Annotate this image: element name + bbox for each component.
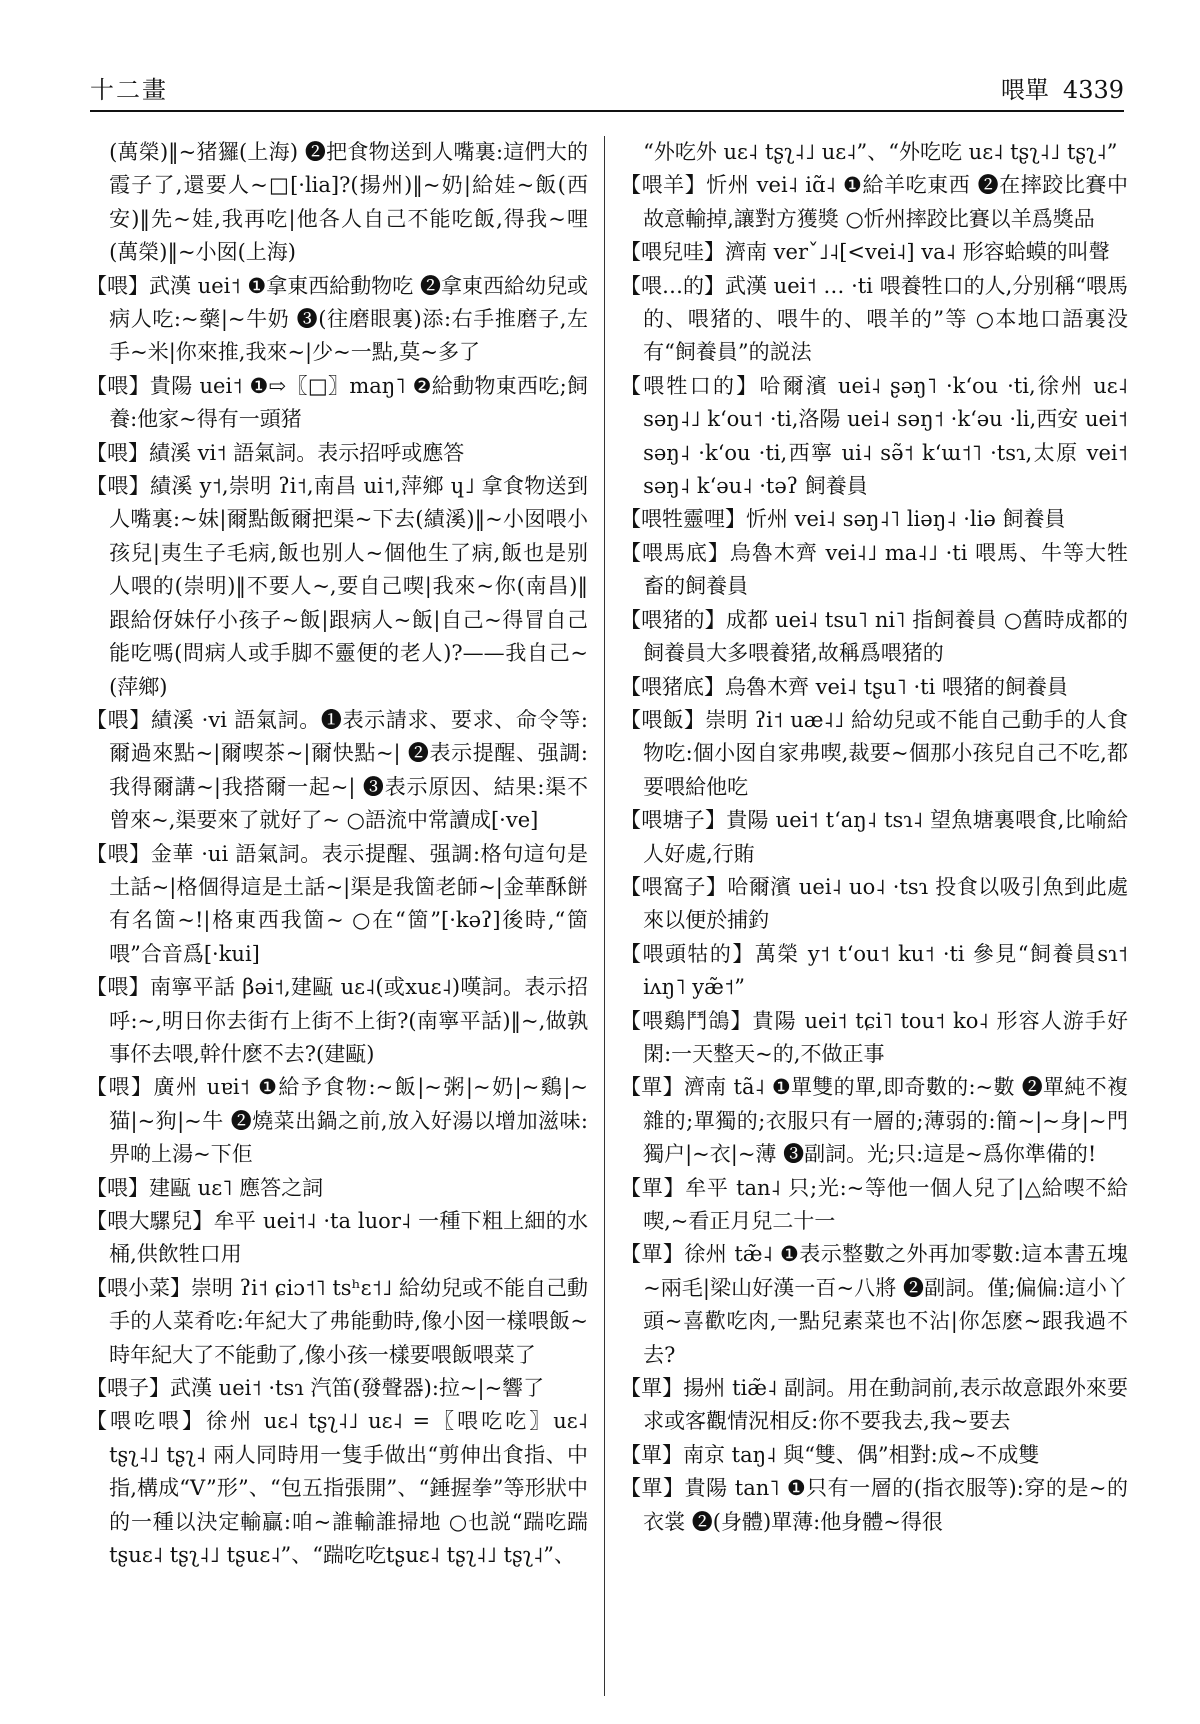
dictionary-entry: 【喂…的】武漢 uei˦ … ·ti 喂養牲口的人,分别稱“喂馬的、喂猪的、喂牛的、喂羊的”等 ○本地口語裏没有“飼養員”的説法 [620, 273, 1128, 365]
dictionary-entry: 【單】貴陽 tan˥ ❶只有一層的(指衣服等):穿的是~的衣裳 ❷(身體)單薄:他身體~得很 [620, 1476, 1128, 1534]
dictionary-entry: 【喂】績溪 ·vi 語氣詞。❶表示請求、要求、命令等:爾過來點~|爾喫茶~|爾快點~| ❷表示提醒、强調:我得爾講~|我搭爾一起~| ❸表示原因、結果:渠不曾來~,渠要來了就好了~ ○語流中常讀成[·ve] [86, 707, 588, 833]
dictionary-entry: 【喂大騾兒】牟平 uei˦˨ ·ta luor˨ 一種下粗上細的水桶,供飲牲口用 [86, 1209, 588, 1267]
dictionary-entry: 【喂兒哇】濟南 verˇ˩˨[<vei˨] va˨ 形容蛤蟆的叫聲 [620, 240, 1110, 265]
dictionary-entry: 【喂】南寧平話 βəi˦,建甌 uɛ˨(或xuɛ˨)嘆詞。表示招呼:~,明日你去街冇上街不上街?(南寧平話)‖~,做孰事伓去喂,幹什麽不去?(建甌) [86, 975, 588, 1066]
headwords: 喂單 [1000, 76, 1049, 104]
dictionary-entry: 【喂】廣州 uɐi˦ ❶給予食物:~飯|~粥|~奶|~鷄|~猫|~狗|~牛 ❷燒菜出鍋之前,放入好湯以增加滋味:畀啲上湯~下佢 [86, 1075, 588, 1167]
dictionary-entry: 【喂頭牯的】萬榮 y˦ tʻou˦ ku˦ ·ti 參見“飼養員sɿ˦ iʌŋ˥ yæ̃˦” [620, 941, 1128, 1000]
page-headwords [987, 70, 1124, 105]
dictionary-entry: 【單】揚州 tiæ̃˨ 副詞。用在動詞前,表示故意跟外來要求或客觀情況相反:你不要我去,我~要去 [620, 1376, 1128, 1434]
dictionary-entry: 【單】牟平 tan˨ 只;光:~等他一個人兒了|△給喫不給喫,~看正月兒二十一 [620, 1175, 1128, 1233]
dictionary-entry: (萬榮)‖~猪玀(上海) ❷把食物送到人嘴裏:這們大的霞子了,還要人~□[·lia]?(揚州)‖~奶|給娃~飯(西安)‖先~娃,我再吃|他各人自己不能吃飯,得我~哩(萬榮)‖~小囡(上海) [109, 140, 588, 265]
dictionary-entry: 【喂鷄鬥鴿】貴陽 uei˦ tɕi˥ tou˦ ko˨ 形容人游手好閑:一天整天~的,不做正事 [620, 1008, 1128, 1066]
dictionary-entry: 【喂子】武漢 uei˦ ·tsɿ 汽笛(發聲器):拉~|~響了 [86, 1376, 545, 1401]
header-rule [90, 110, 1124, 112]
dictionary-entry: 【喂小菜】崇明 ʔi˦ ɕiɔ˦˥ tsʰɛ˦˩ 給幼兒或不能自己動手的人菜肴吃:年紀大了弗能動時,像小囡一樣喂飯~時年紀大了不能動了,像小孩一樣要喂飯喂菜了 [86, 1275, 588, 1367]
left-column [86, 136, 588, 1572]
dictionary-entry: 【喂羊】忻州 vei˨ iɑ̃˨ ❶給羊吃東西 ❷在摔跤比賽中故意輸掉,讓對方獲獎 ○忻州摔跤比賽以羊爲獎品 [620, 173, 1128, 231]
section-label: 十二畫 [90, 76, 168, 104]
page-number: 4339 [1062, 76, 1124, 104]
dictionary-entry: 【喂】建甌 uɛ˥ 應答之詞 [86, 1175, 324, 1200]
dictionary-entry: 【單】南京 taŋ˨ 與“雙、偶”相對:成~不成雙 [620, 1442, 1040, 1467]
dictionary-entry: 【喂牲靈哩】忻州 vei˨ səŋ˨˥ liəŋ˨ ·liə 飼養員 [620, 507, 1066, 532]
dictionary-entry: 【喂猪底】烏魯木齊 vei˨ tʂu˥ ·ti 喂猪的飼養員 [620, 674, 1068, 699]
dictionary-entry: 【喂】武漢 uei˦ ❶拿東西給動物吃 ❷拿東西給幼兒或病人吃:~藥|~牛奶 ❸(往磨眼裏)添:右手推磨子,左手~米|你來推,我來~|少~一點,莫~多了 [86, 273, 588, 365]
dictionary-entry: 【單】徐州 tæ̃˨ ❶表示整數之外再加零數:這本書五塊~兩毛|梁山好漢一百~八將 ❷副詞。僅;偏偏:這小丫頭~喜歡吃肉,一點兒素菜也不沾|你怎麽~跟我過不去? [620, 1242, 1128, 1367]
dictionary-entry: 【喂牲口的】哈爾濱 uei˨ ʂəŋ˥ ·kʻou ·ti,徐州 uɛ˨ səŋ˨˩ kʻou˦ ·ti,洛陽 uei˨ səŋ˦ ·kʻəu ·li,西安 uei˦ səŋ˨ ·kʻou ·ti,西寧 ui˨ sə̃˦ kʻɯ˦˥ ·tsɿ,太原 vei˦ səŋ˨ kʻəu˨ ·təʔ 飼養員 [620, 373, 1128, 499]
dictionary-entry: 【喂馬底】烏魯木齊 vei˨˩ ma˨˩ ·ti 喂馬、牛等大牲畜的飼養員 [620, 540, 1128, 599]
dictionary-entry: 【喂塘子】貴陽 uei˦ tʻaŋ˨ tsɿ˨ 望魚塘裏喂食,比喻給人好處,行賄 [620, 808, 1128, 866]
column-divider [604, 136, 605, 1696]
dictionary-entry: 【喂猪的】成都 uei˨ tsu˥ ni˥ 指飼養員 ○舊時成都的飼養員大多喂養猪,故稱爲喂猪的 [620, 607, 1128, 666]
dictionary-entry: “外吃外 uɛ˨ tʂʅ˨˩ uɛ˨”、“外吃吃 uɛ˨ tʂʅ˨˩ tʂʅ˨” [643, 140, 1118, 164]
dictionary-entry: 【喂】績溪 vi˦ 語氣詞。表示招呼或應答 [86, 440, 465, 465]
right-column [620, 136, 1128, 1539]
dictionary-entry: 【喂】貴陽 uei˦ ❶⇨〖□〗maŋ˥ ❷給動物東西吃;飼養:他家~得有一頭猪 [86, 373, 588, 432]
running-header [90, 70, 1124, 114]
dictionary-entry: 【喂】金華 ·ui 語氣詞。表示提醒、强調:格句這句是土話~|格個得這是土話~|渠是我箇老師~|金華酥餅有名箇~!|格東西我箇~ ○在“箇”[·kəʔ]後時,“箇喂”合音爲[·kui] [86, 841, 588, 966]
dictionary-entry: 【喂】績溪 y˦,崇明 ʔi˦,南昌 ui˦,萍鄉 ɥ˩ 拿食物送到人嘴裏:~妹|爾點飯爾把渠~下去(績溪)‖~小囡喂小孩兒|夷生子毛病,飯也别人~個他生了病,飯也是别人喂的(崇明)‖不要人~,要自己喫|我來~你(南昌)‖跟給伢妹仔小孩子~飯|跟病人~飯|自己~得冒自己能吃嗎(問病人或手脚不靈便的老人)?——我自己~(萍鄉) [86, 474, 588, 699]
dictionary-entry: 【喂飯】崇明 ʔi˦ uæ˨˩ 給幼兒或不能自己動手的人食物吃:個小囡自家弗喫,裁要~個那小孩兒自己不吃,都要喂給他吃 [620, 707, 1128, 799]
dictionary-entry: 【單】濟南 tã˨ ❶單雙的單,即奇數的:~數 ❷單純不複雜的;單獨的;衣服只有一層的;薄弱的:簡~|~身|~門獨户|~衣|~薄 ❸副詞。光;只:這是~爲你準備的! [620, 1075, 1128, 1167]
dictionary-entry: 【喂吃喂】徐州 uɛ˨ tʂʅ˨˩ uɛ˨ =〖喂吃吃〗uɛ˨ tʂʅ˨˩ tʂʅ˨ 兩人同時用一隻手做出“剪伸出食指、中指,構成“V”形”、“包五指張開”、“錘握拳”等形狀中的一種以決定輸贏:咱~誰輸誰掃地 ○也説“踹吃踹tʂuɛ˨ tʂʅ˨˩ tʂuɛ˨”、“踹吃吃tʂuɛ˨ tʂʅ˨˩ tʂʅ˨”、 [86, 1409, 588, 1568]
dictionary-entry: 【喂窩子】哈爾濱 uei˨ uo˨ ·tsɿ 投食以吸引魚到此處來以便於捕釣 [620, 874, 1128, 933]
